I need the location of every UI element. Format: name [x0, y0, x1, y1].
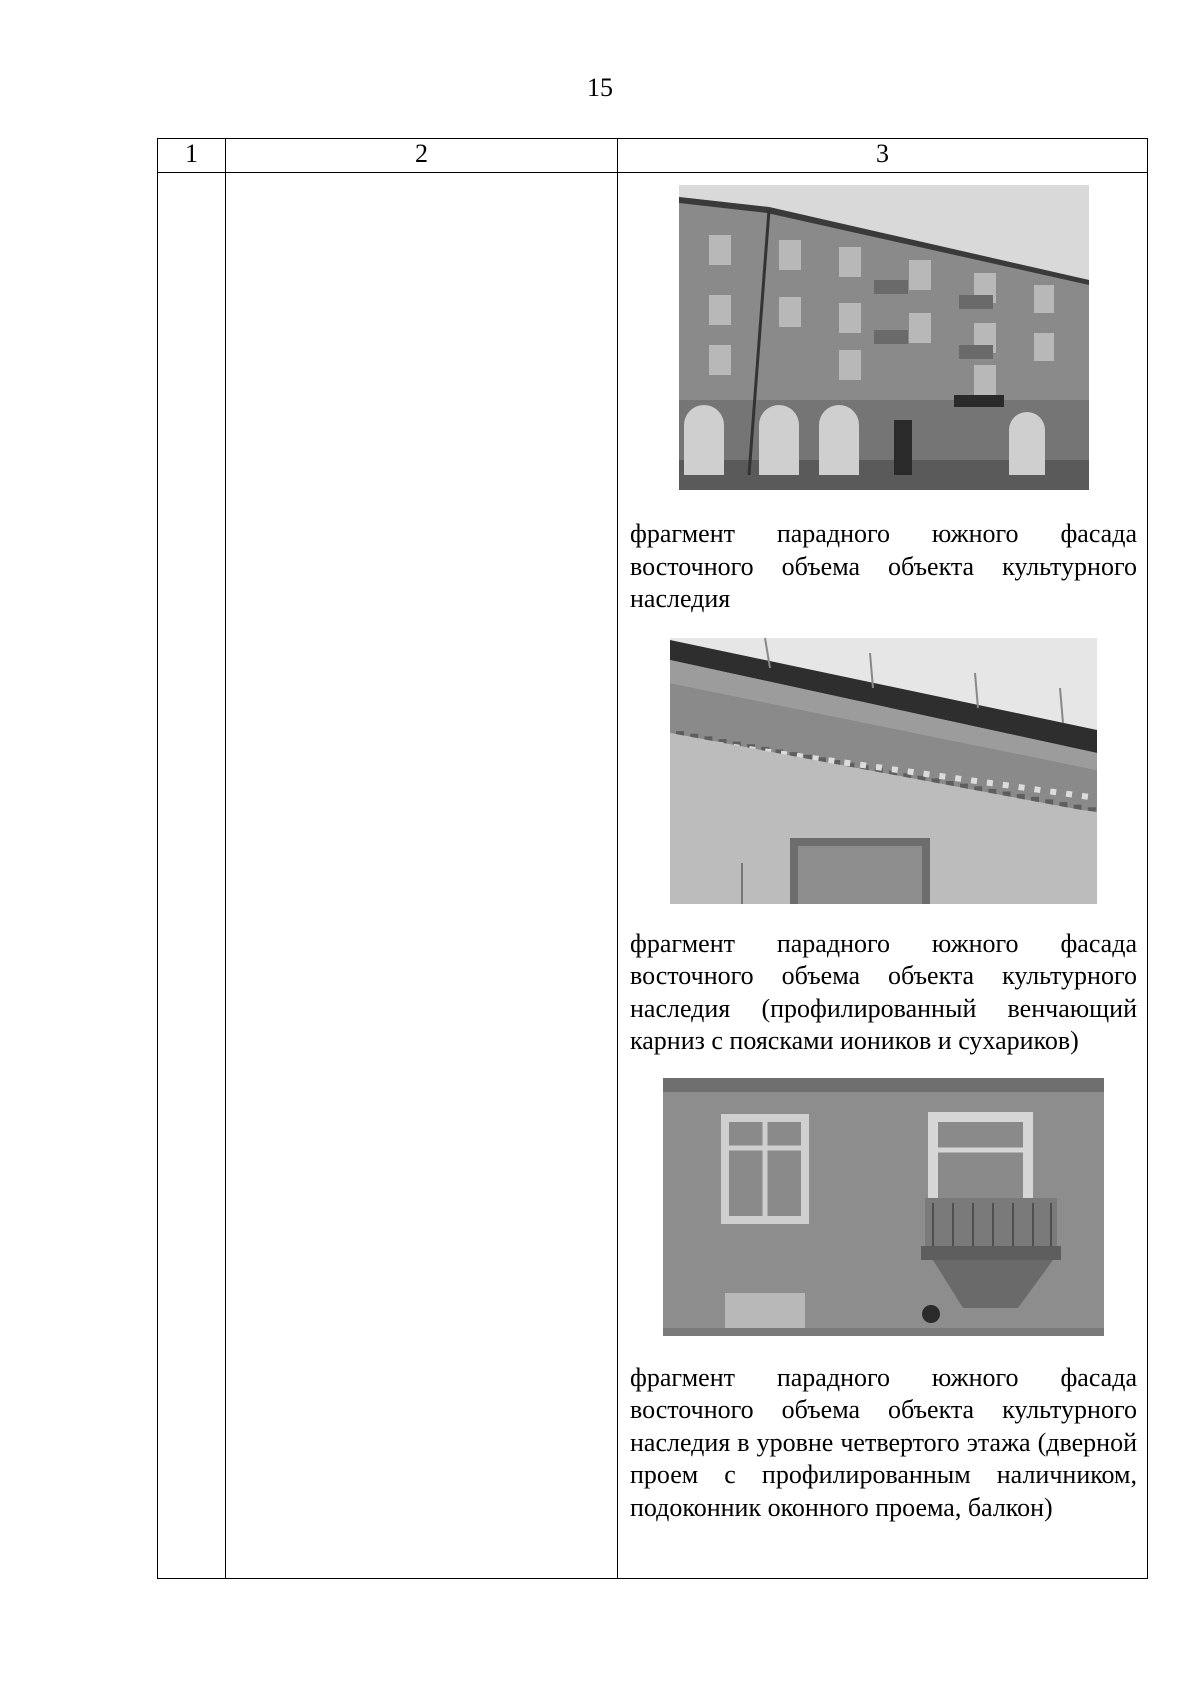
cornice-detail-image — [670, 638, 1097, 904]
window-balcony-photo — [663, 1078, 1104, 1336]
window-balcony-image — [663, 1078, 1104, 1336]
cell-col-3 — [618, 173, 1148, 1579]
header-col-2: 2 — [226, 139, 618, 173]
photo-caption-2: фрагмент парадного южного фасада восточного объема объекта культурного наследия (профилированный венчающий карниз с поясками иоников и сухариков) — [630, 928, 1137, 1055]
cell-col-1 — [158, 173, 226, 1579]
building-facade-photo — [679, 185, 1089, 490]
building-facade-image — [679, 185, 1089, 490]
cornice-detail-photo — [670, 638, 1097, 904]
header-col-1: 1 — [158, 139, 226, 173]
document-table — [157, 138, 1148, 1579]
table-row — [158, 173, 1148, 1579]
photo-caption-3: фрагмент парадного южного фасада восточного объема объекта культурного наследия в уровне четвертого этажа (дверной проем с профилированным наличником, подоконник оконного проема, балкон) — [630, 1362, 1137, 1522]
page-number: 15 — [587, 73, 613, 102]
header-col-3: 3 — [618, 139, 1148, 173]
cell-col-2 — [226, 173, 618, 1579]
photo-caption-1: фрагмент парадного южного фасада восточного объема объекта культурного наследия — [630, 519, 1137, 613]
table-header-row — [158, 139, 1148, 173]
